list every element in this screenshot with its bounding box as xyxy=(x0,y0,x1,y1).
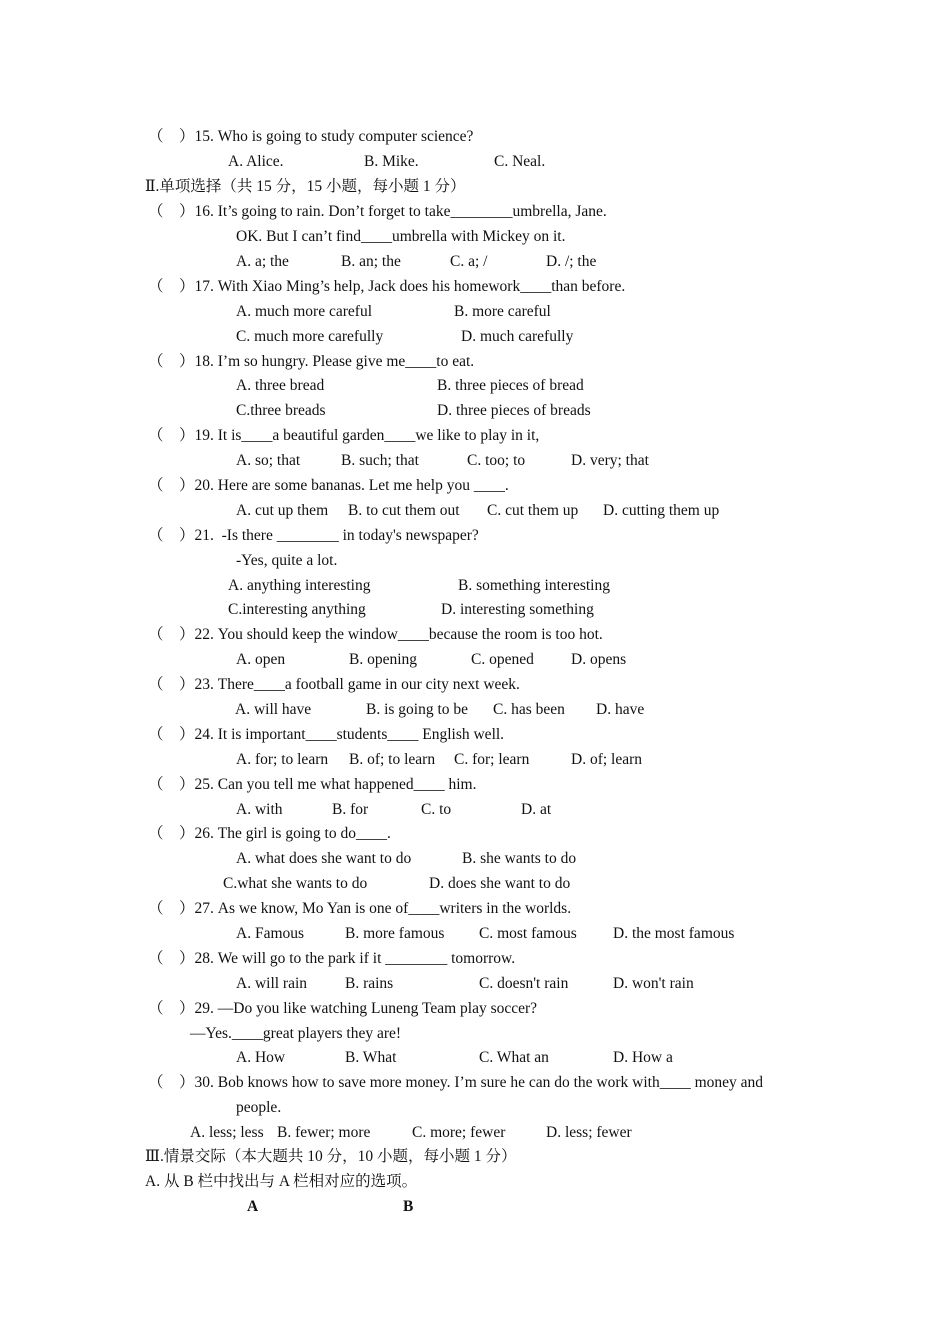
text-line: D. have xyxy=(596,701,645,718)
text-line: A xyxy=(247,1198,259,1215)
text-line: Ⅱ.单项选择（共 15 分，15 小题，每小题 1 分） xyxy=(145,178,466,195)
text-line: D. How a xyxy=(613,1049,673,1066)
text-line: C. cut them up xyxy=(487,502,579,519)
text-line: -Yes, quite a lot. xyxy=(236,552,338,569)
text-line: D. three pieces of breads xyxy=(437,402,591,419)
text-line: （ ）18. I’m so hungry. Please give me____to eat. xyxy=(148,353,475,370)
text-line: B. more famous xyxy=(345,925,445,942)
text-line: A. what does she want to do xyxy=(236,850,412,867)
text-line: （ ）15. Who is going to study computer science? xyxy=(148,128,474,145)
text-line: C. opened xyxy=(471,651,534,668)
text-line: D. the most famous xyxy=(613,925,735,942)
text-line: A. for; to learn xyxy=(236,751,329,768)
text-line: C. most famous xyxy=(479,925,577,942)
text-line: C. a; / xyxy=(450,253,488,270)
text-line: C. much more carefully xyxy=(236,328,384,345)
text-line: D. at xyxy=(521,801,552,818)
text-line: D. interesting something xyxy=(441,601,594,618)
text-line: C. to xyxy=(421,801,452,818)
text-line: （ ）27. As we know, Mo Yan is one of____writers in the worlds. xyxy=(148,900,572,917)
text-line: A. cut up them xyxy=(236,502,329,519)
text-line: B. an; the xyxy=(341,253,401,270)
text-line: A. so; that xyxy=(236,452,301,469)
text-line: people. xyxy=(236,1099,282,1116)
text-line: （ ）28. We will go to the park if it ________ tomorrow. xyxy=(148,950,516,967)
text-line: （ ）21. -Is there ________ in today's newspaper? xyxy=(148,527,479,544)
text-line: B. of; to learn xyxy=(349,751,436,768)
text-line: D. of; learn xyxy=(571,751,643,768)
text-line: （ ）25. Can you tell me what happened____ him. xyxy=(148,776,477,793)
text-line: A. with xyxy=(236,801,283,818)
text-line: B. Mike. xyxy=(364,153,419,170)
text-line: （ ）23. There____a football game in our city next week. xyxy=(148,676,520,693)
text-line: （ ）20. Here are some bananas. Let me help you ____. xyxy=(148,477,509,494)
text-line: A. three bread xyxy=(236,377,325,394)
text-line: C.interesting anything xyxy=(228,601,366,618)
text-line: OK. But I can’t find____umbrella with Mickey on it. xyxy=(236,228,566,245)
text-line: A. Alice. xyxy=(228,153,284,170)
text-line: B. What xyxy=(345,1049,397,1066)
text-line: D. much carefully xyxy=(461,328,574,345)
text-line: D. opens xyxy=(571,651,627,668)
text-line: （ ）29. —Do you like watching Luneng Team play soccer? xyxy=(148,1000,538,1017)
text-line: （ ）19. It is____a beautiful garden____we like to play in it, xyxy=(148,427,540,444)
text-line: C. more; fewer xyxy=(412,1124,506,1141)
text-line: （ ）16. It’s going to rain. Don’t forget to take________umbrella, Jane. xyxy=(148,203,607,220)
text-line: D. does she want to do xyxy=(429,875,571,892)
text-line: B. three pieces of bread xyxy=(437,377,584,394)
text-line: A. much more careful xyxy=(236,303,372,320)
text-line: A. a; the xyxy=(236,253,289,270)
text-line: B. rains xyxy=(345,975,394,992)
text-line: C. Neal. xyxy=(494,153,546,170)
text-line: A. less; less xyxy=(190,1124,264,1141)
text-line: C. has been xyxy=(493,701,565,718)
text-line: B. is going to be xyxy=(366,701,469,718)
text-line: D. cutting them up xyxy=(603,502,720,519)
text-line: （ ）22. You should keep the window____because the room is too hot. xyxy=(148,626,603,643)
text-line: B. opening xyxy=(349,651,418,668)
text-line: （ ）17. With Xiao Ming’s help, Jack does his homework____than before. xyxy=(148,278,626,295)
text-line: C.three breads xyxy=(236,402,326,419)
text-line: B. more careful xyxy=(454,303,551,320)
text-line: D. /; the xyxy=(546,253,597,270)
text-line: A. open xyxy=(236,651,286,668)
text-line: C. doesn't rain xyxy=(479,975,569,992)
text-line: B. fewer; more xyxy=(277,1124,371,1141)
text-line: B xyxy=(403,1198,414,1215)
text-line: D. less; fewer xyxy=(546,1124,632,1141)
text-line: A. will have xyxy=(235,701,312,718)
text-line: B. for xyxy=(332,801,369,818)
text-line: C. What an xyxy=(479,1049,549,1066)
text-line: C.what she wants to do xyxy=(223,875,368,892)
text-line: A. Famous xyxy=(236,925,305,942)
text-line: D. won't rain xyxy=(613,975,694,992)
text-line: （ ）26. The girl is going to do____. xyxy=(148,825,391,842)
text-line: C. too; to xyxy=(467,452,526,469)
text-line: D. very; that xyxy=(571,452,649,469)
text-line: B. something interesting xyxy=(458,577,610,594)
text-line: （ ）24. It is important____students____ English well. xyxy=(148,726,505,743)
text-line: B. to cut them out xyxy=(348,502,460,519)
text-line: A. anything interesting xyxy=(228,577,371,594)
text-line: —Yes.____great players they are! xyxy=(190,1025,402,1042)
text-line: Ⅲ.情景交际（本大题共 10 分，10 小题，每小题 1 分） xyxy=(145,1148,517,1165)
text-line: C. for; learn xyxy=(454,751,530,768)
text-line: （ ）30. Bob knows how to save more money. I’m sure he can do the work with____ money and xyxy=(148,1074,764,1091)
text-line: A. 从 B 栏中找出与 A 栏相对应的选项。 xyxy=(145,1173,418,1190)
text-line: A. How xyxy=(236,1049,286,1066)
text-line: A. will rain xyxy=(236,975,308,992)
text-line: B. she wants to do xyxy=(462,850,577,867)
text-line: B. such; that xyxy=(341,452,419,469)
